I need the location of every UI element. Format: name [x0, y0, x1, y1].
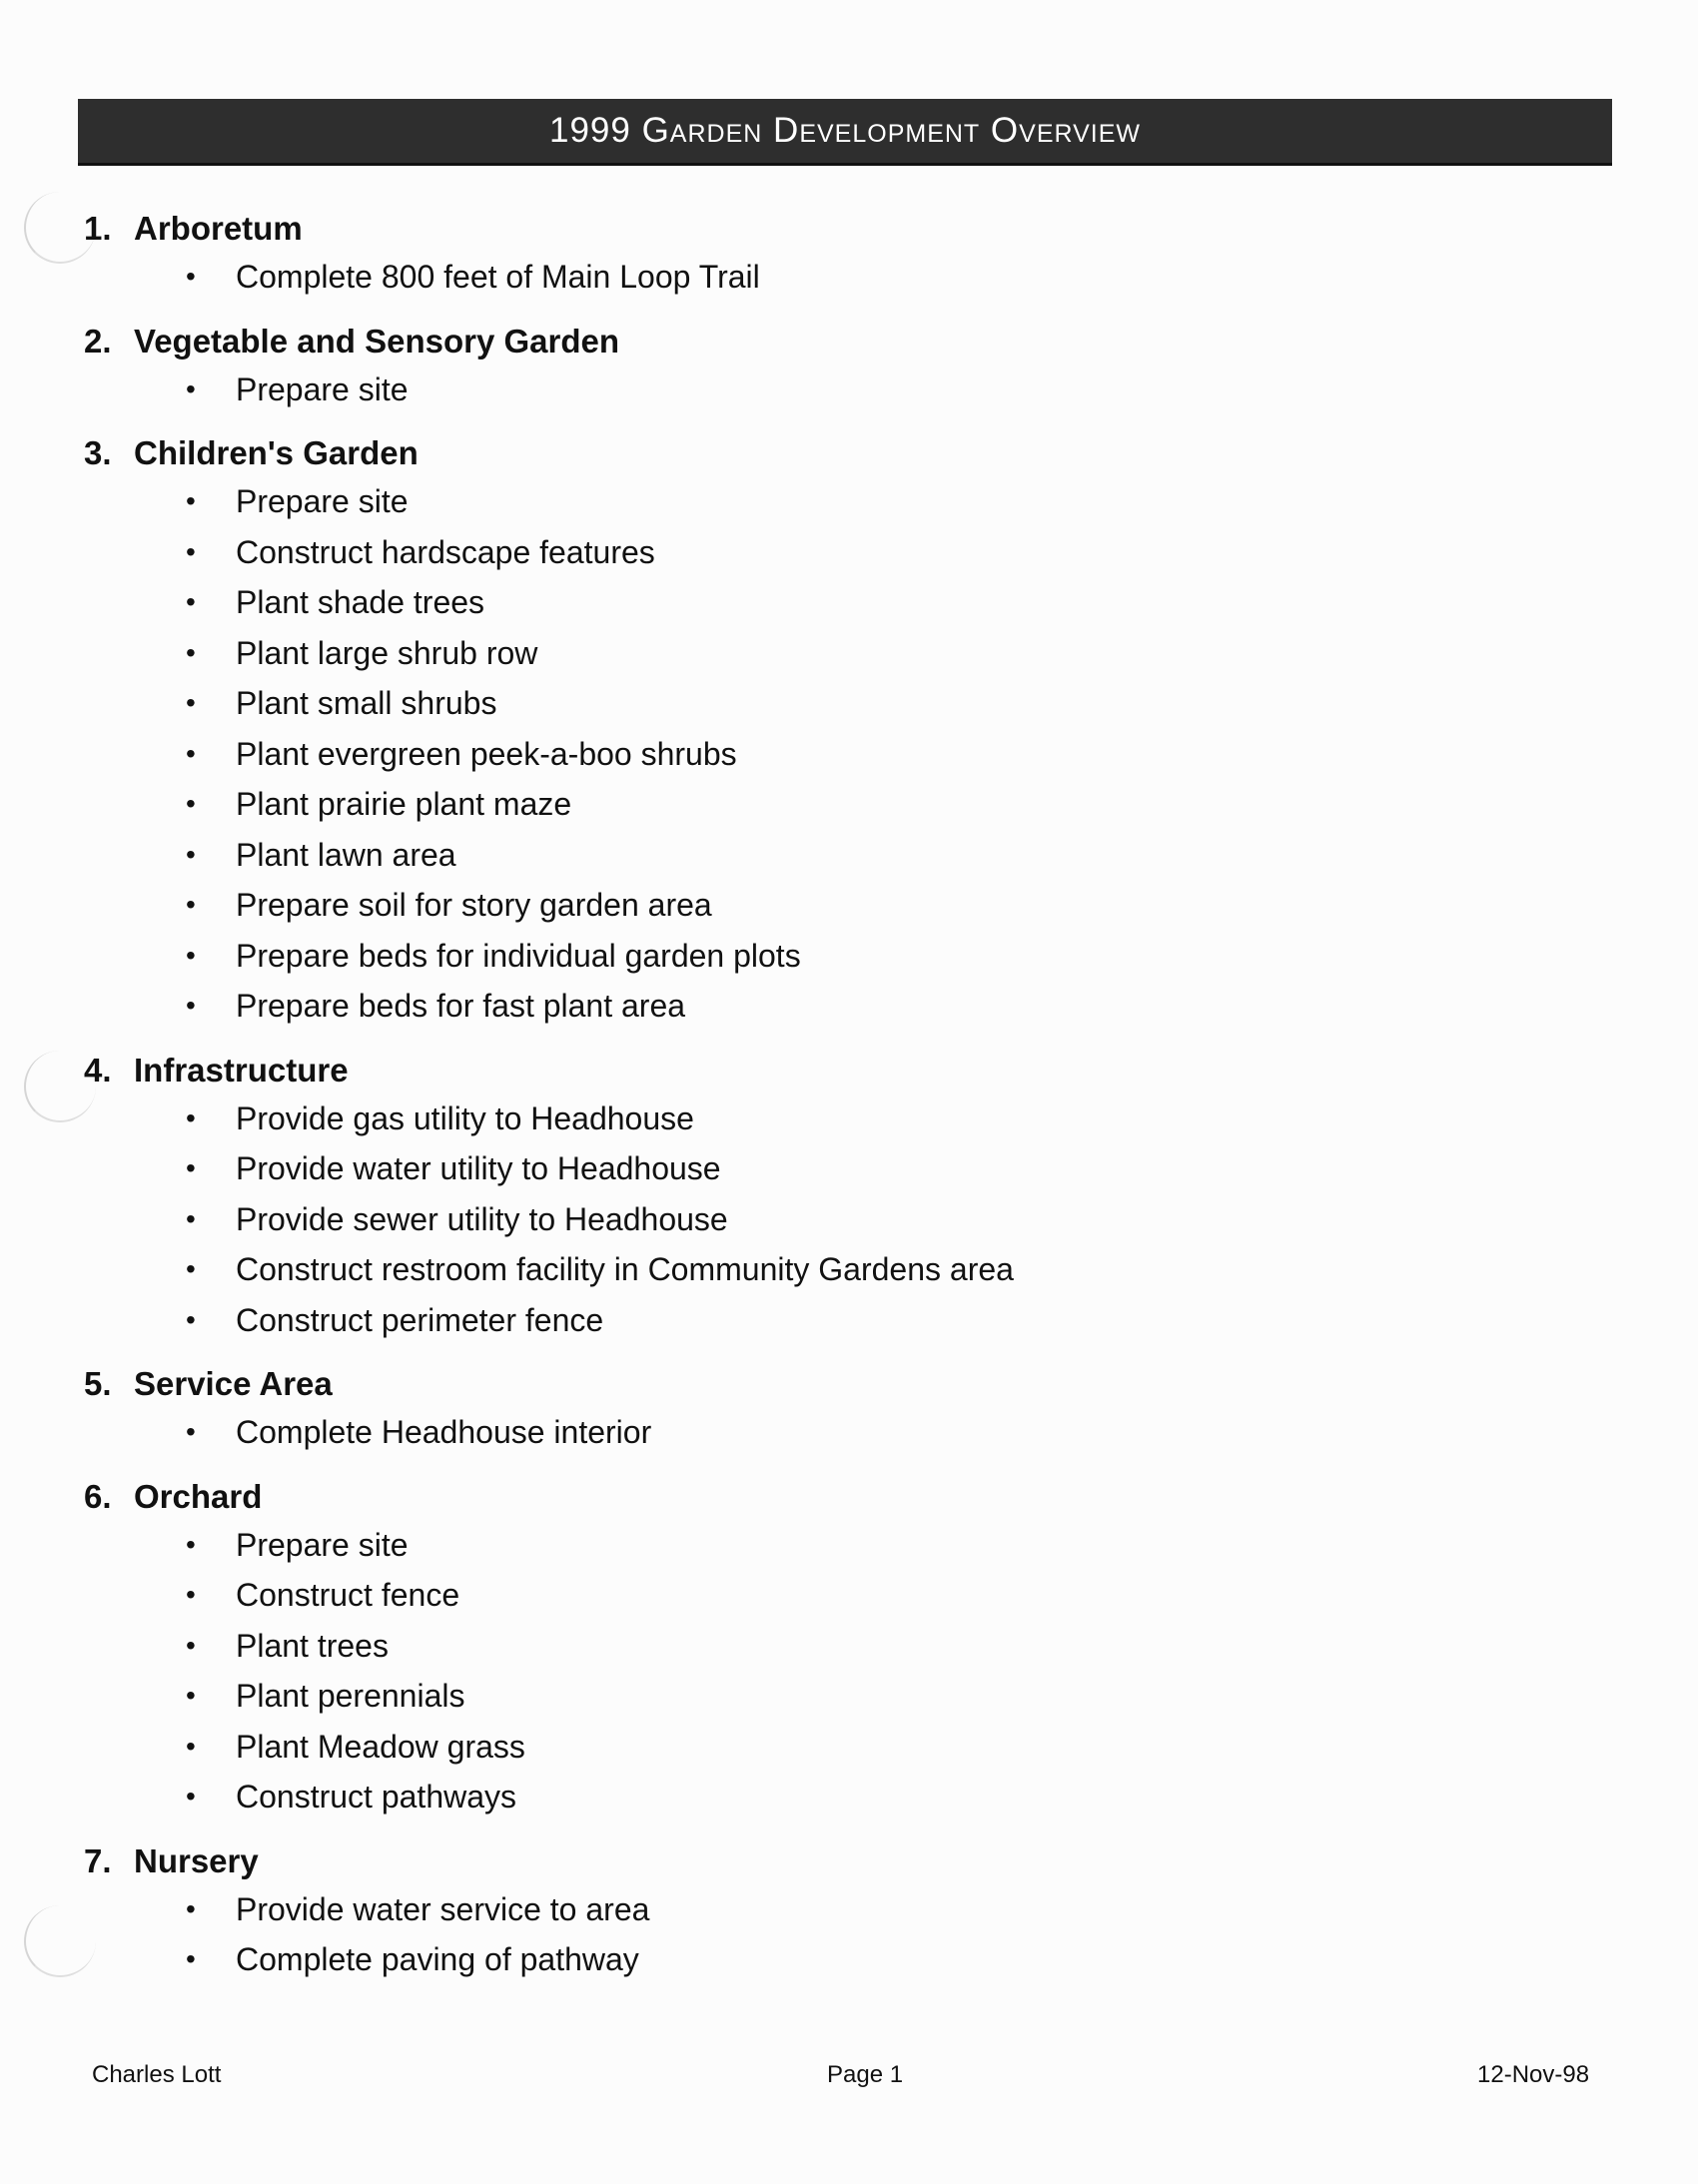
item-list — [84, 1407, 1582, 1458]
list-item — [84, 628, 1582, 679]
bullet-icon: • — [186, 1943, 196, 1974]
item-text: Provide water service to area — [236, 1890, 650, 1927]
list-item — [84, 1093, 1582, 1144]
bullet-icon: • — [186, 1528, 196, 1560]
section — [84, 1048, 1582, 1346]
item-text: Plant lawn area — [236, 836, 456, 873]
list-item — [84, 729, 1582, 780]
item-text: Plant evergreen peek-a-boo shrubs — [236, 735, 737, 772]
list-item — [84, 1570, 1582, 1621]
list-item — [84, 364, 1582, 415]
section-title: Children's Garden — [134, 434, 419, 471]
footer-date: 12-Nov-98 — [1477, 2061, 1590, 2088]
bullet-icon: • — [186, 1202, 196, 1234]
list-item — [84, 1621, 1582, 1672]
item-list — [84, 476, 1582, 1032]
title-banner — [78, 99, 1612, 166]
item-list — [84, 1884, 1582, 1985]
list-item — [84, 1194, 1582, 1245]
list-item — [84, 830, 1582, 881]
bullet-icon: • — [186, 485, 196, 516]
item-text: Construct fence — [236, 1577, 460, 1613]
item-text: Provide sewer utility to Headhouse — [236, 1200, 728, 1237]
bullet-icon: • — [186, 1579, 196, 1610]
list-item — [84, 880, 1582, 931]
section-number: 4. — [84, 1051, 112, 1089]
item-text: Plant shade trees — [236, 584, 485, 620]
footer-page-number: Page 1 — [827, 2061, 904, 2088]
bullet-icon: • — [186, 1629, 196, 1661]
section-title: Infrastructure — [134, 1051, 349, 1089]
item-list — [84, 364, 1582, 415]
bullet-icon: • — [186, 990, 196, 1021]
item-text: Provide gas utility to Headhouse — [236, 1099, 694, 1136]
list-item — [84, 1772, 1582, 1822]
bullet-icon: • — [186, 1152, 196, 1183]
item-text: Plant perennials — [236, 1678, 465, 1714]
bullet-icon: • — [186, 939, 196, 971]
list-item — [84, 1671, 1582, 1722]
list-item — [84, 1934, 1582, 1985]
section-title: Nursery — [134, 1841, 259, 1879]
item-text: Complete paving of pathway — [236, 1941, 639, 1977]
list-item — [84, 252, 1582, 303]
section — [84, 319, 1582, 415]
item-text: Prepare beds for individual garden plots — [236, 937, 801, 974]
section-title: Orchard — [134, 1477, 263, 1515]
item-list — [84, 252, 1582, 303]
list-item — [84, 476, 1582, 527]
bullet-icon: • — [186, 261, 196, 292]
bullet-icon: • — [186, 1416, 196, 1447]
section — [84, 206, 1582, 303]
bullet-icon: • — [186, 838, 196, 870]
bullet-icon: • — [186, 1101, 196, 1133]
section-number: 3. — [84, 434, 112, 471]
item-text: Plant large shrub row — [236, 634, 538, 671]
item-text: Construct restroom facility in Community Gardens area — [236, 1251, 1014, 1287]
item-text: Plant Meadow grass — [236, 1728, 525, 1765]
section-heading — [84, 430, 1582, 476]
item-text: Provide water utility to Headhouse — [236, 1150, 721, 1186]
list-item — [84, 779, 1582, 830]
bullet-icon: • — [186, 737, 196, 769]
section-number: 7. — [84, 1841, 112, 1879]
item-text: Prepare site — [236, 1526, 409, 1563]
bullet-icon: • — [186, 889, 196, 920]
page-title: 1999 Garden Development Overview — [549, 111, 1141, 150]
item-text: Construct pathways — [236, 1779, 517, 1815]
item-text: Construct hardscape features — [236, 533, 655, 570]
bullet-icon: • — [186, 1892, 196, 1924]
item-text: Prepare site — [236, 370, 409, 407]
list-item — [84, 678, 1582, 729]
item-text: Prepare beds for fast plant area — [236, 988, 686, 1024]
item-text: Construct perimeter fence — [236, 1301, 604, 1338]
section-heading — [84, 1048, 1582, 1093]
item-text: Prepare site — [236, 483, 409, 519]
section-number: 6. — [84, 1477, 112, 1515]
item-text: Plant prairie plant maze — [236, 786, 572, 822]
bullet-icon: • — [186, 788, 196, 819]
section-number: 5. — [84, 1365, 112, 1402]
bullet-icon: • — [186, 1253, 196, 1284]
bullet-icon: • — [186, 636, 196, 668]
footer-author: Charles Lott — [92, 2061, 222, 2088]
bullet-icon: • — [186, 1680, 196, 1711]
section — [84, 1474, 1582, 1822]
bullet-icon: • — [186, 1781, 196, 1812]
item-text: Plant trees — [236, 1627, 389, 1664]
bullet-icon: • — [186, 687, 196, 718]
list-item — [84, 1295, 1582, 1346]
section-heading — [84, 1474, 1582, 1520]
section-heading — [84, 206, 1582, 252]
list-item — [84, 1722, 1582, 1773]
section — [84, 430, 1582, 1032]
bullet-icon: • — [186, 1303, 196, 1335]
bullet-icon: • — [186, 372, 196, 404]
section-number: 2. — [84, 322, 112, 360]
section-list — [84, 206, 1582, 2001]
section — [84, 1838, 1582, 1985]
section-title: Arboretum — [134, 210, 303, 247]
list-item — [84, 577, 1582, 628]
bullet-icon: • — [186, 535, 196, 567]
list-item — [84, 1520, 1582, 1571]
list-item — [84, 527, 1582, 578]
section-heading — [84, 1361, 1582, 1407]
list-item — [84, 1407, 1582, 1458]
bullet-icon: • — [186, 1730, 196, 1762]
item-list — [84, 1093, 1582, 1346]
item-list — [84, 1520, 1582, 1822]
section-title: Vegetable and Sensory Garden — [134, 322, 620, 360]
section-heading — [84, 319, 1582, 364]
section-number: 1. — [84, 210, 112, 247]
section-title: Service Area — [134, 1365, 333, 1402]
list-item — [84, 1143, 1582, 1194]
item-text: Plant small shrubs — [236, 685, 497, 721]
list-item — [84, 1244, 1582, 1295]
section-heading — [84, 1838, 1582, 1884]
bullet-icon: • — [186, 586, 196, 617]
section — [84, 1361, 1582, 1458]
list-item — [84, 931, 1582, 982]
list-item — [84, 981, 1582, 1032]
item-text: Prepare soil for story garden area — [236, 887, 712, 923]
list-item — [84, 1884, 1582, 1935]
item-text: Complete 800 feet of Main Loop Trail — [236, 259, 760, 295]
item-text: Complete Headhouse interior — [236, 1414, 652, 1450]
